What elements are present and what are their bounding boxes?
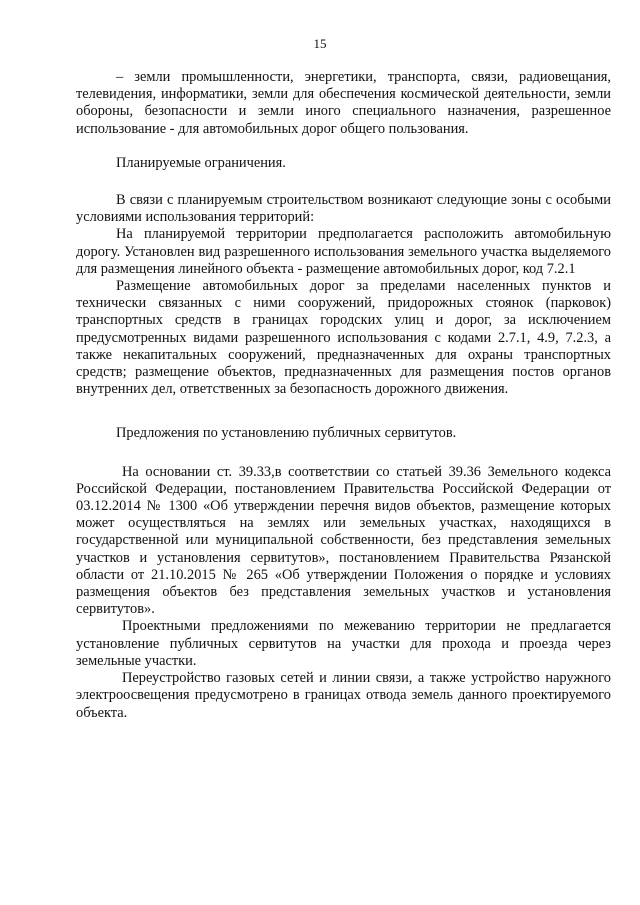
land-category-paragraph: – земли промышленности, энергетики, транспорта, связи, радиовещания, телевидения, информатики, земли для обеспечения космической деятельности, земли обороны, безопасности и земли иного специального назначения, разрешенное использование - для автомобильных дорог общего пользования. <box>76 69 611 137</box>
public-servitudes-heading: Предложения по установлению публичных сервитутов. <box>116 425 457 442</box>
document-body <box>76 69 611 722</box>
planned-road-paragraph: На планируемой территории предполагается расположить автомобильную дорогу. Установлен вид разрешенного использования земельного участка выделяемого для размещения линейного объекта - размещение автомобильных дорог, код 7.2.1 <box>76 226 611 277</box>
utilities-relocation-paragraph: Переустройство газовых сетей и линии связи, а также устройство наружного электроосвещения предусмотрено в границах отвода земель данного проектируемого объекта. <box>76 670 611 721</box>
legal-basis-paragraph: На основании ст. 39.33,в соответствии со статьей 39.36 Земельного кодекса Российской Федерации, постановлением Правительства Российской Федерации от 03.12.2014 № 1300 «Об утверждении перечня видов объектов, размещение которых может осуществляться на землях или земельных участках, находящихся в государственной или муниципальной собственности, без представления земельных участков и установления сервитутов», постановлением Правительства Рязанской области от 21.10.2015 № 265 «Об утверждении Положения о порядке и условиях размещения объектов без представления земельных участков и установления сервитутов». <box>76 463 611 618</box>
page-number: 15 <box>313 36 327 51</box>
road-placement-paragraph: Размещение автомобильных дорог за пределами населенных пунктов и технически связанных с ними сооружений, придорожных стоянок (парковок) транспортных средств в границах городских улиц и дорог, за исключением предусмотренных видами разрешенного использования с кодами 2.7.1, 4.9, 7.2.3, а также некапитальных сооружений, предназначенных для охраны транспортных средств; размещение объектов, предназначенных для размещения постов органов внутренних дел, ответственных за безопасность дорожного движения. <box>76 278 611 398</box>
planned-restrictions-heading: Планируемые ограничения. <box>116 154 286 171</box>
no-servitudes-paragraph: Проектными предложениями по межеванию территории не предлагается установление публичных сервитутов на участки для прохода и проезда через земельные участки. <box>76 618 611 669</box>
restriction-zones-paragraph: В связи с планируемым строительством возникают следующие зоны с особыми условиями использования территорий: <box>76 192 611 226</box>
